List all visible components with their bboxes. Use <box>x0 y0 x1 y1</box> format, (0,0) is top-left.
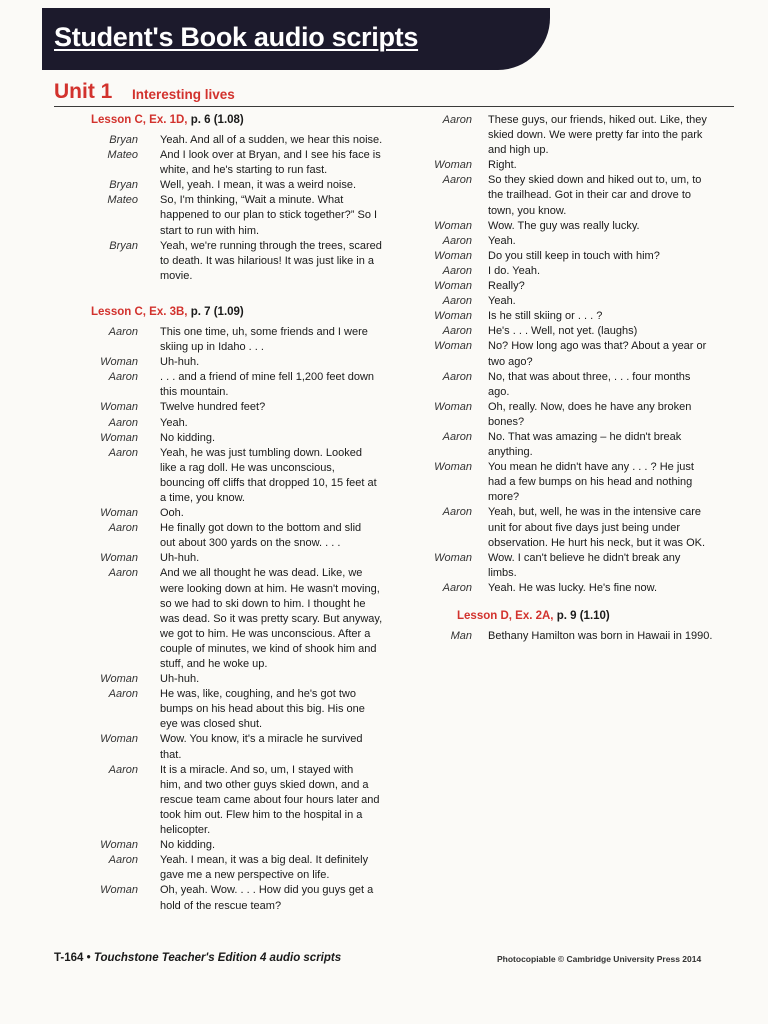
script-text: Ooh. <box>160 507 184 520</box>
script-line <box>54 883 404 898</box>
script-line <box>54 178 404 193</box>
page-number: T-164 <box>54 952 84 964</box>
script-text: It is a miracle. And so, um, I stayed with <box>160 763 354 776</box>
script-line <box>54 400 404 415</box>
script-line <box>420 234 736 249</box>
script-text: Right. <box>488 159 517 172</box>
script-line <box>420 400 736 415</box>
script-text: Yeah. <box>488 295 516 308</box>
speaker-name: Bryan <box>109 179 138 192</box>
script-line <box>54 476 404 491</box>
script-text: happened to our plan to stick together?” So I <box>160 209 378 222</box>
script-line <box>54 627 404 642</box>
script-text: observation. He hurt his neck, but it was OK. <box>488 536 706 549</box>
script-text: Well, yeah. I mean, it was a weird noise. <box>160 179 357 192</box>
script-line <box>54 355 404 370</box>
speaker-name: Woman <box>100 431 138 444</box>
speaker-name: Woman <box>434 461 472 474</box>
script-text: so we had to ski down to him. I thought he <box>160 597 366 610</box>
script-line <box>54 778 404 793</box>
script-text: Do you still keep in touch with him? <box>488 249 660 262</box>
script-line <box>420 475 736 490</box>
script-line <box>54 239 404 254</box>
script-line <box>54 838 404 853</box>
script-text: ago. <box>488 385 510 398</box>
script-line <box>420 143 736 158</box>
speaker-name: Aaron <box>442 430 472 443</box>
script-line <box>54 163 404 178</box>
header-banner <box>42 8 550 70</box>
script-text: Really? <box>488 280 525 293</box>
script-text: He was, like, coughing, and he's got two <box>160 688 356 701</box>
script-line <box>420 264 736 279</box>
script-text: No kidding. <box>160 839 216 852</box>
script-text: start to run with him. <box>160 224 260 237</box>
script-text: And we all thought he was dead. Like, we <box>160 567 363 580</box>
left-column <box>54 113 404 914</box>
book-title: Touchstone Teacher's Edition 4 audio scripts <box>93 952 342 964</box>
script-line <box>54 597 404 612</box>
speaker-name: Man <box>450 630 472 642</box>
script-text: Uh-huh. <box>160 673 200 686</box>
script-text: helicopter. <box>160 824 211 837</box>
script-line <box>420 339 736 354</box>
script-text: more? <box>488 491 520 504</box>
script-text: gave me a new perspective on life. <box>160 869 330 882</box>
lesson-code: Lesson C, Ex. 1D, <box>91 114 188 126</box>
script-text: were looking down at him. He wasn't moving, <box>160 582 380 595</box>
script-line <box>54 536 404 551</box>
script-line <box>420 445 736 460</box>
script-line <box>54 612 404 627</box>
script-text: No. That was amazing – he didn't break <box>488 430 682 443</box>
speaker-name: Bryan <box>109 239 138 252</box>
script-line <box>54 687 404 702</box>
speaker-name: Aaron <box>442 506 472 519</box>
lesson-code: Lesson D, Ex. 2A, <box>457 610 554 622</box>
script-line <box>420 219 736 234</box>
speaker-name: Aaron <box>108 446 138 459</box>
script-line <box>420 566 736 581</box>
lesson-heading <box>91 305 404 319</box>
script-line <box>54 506 404 521</box>
script-text: Yeah, he was just tumbling down. Looked <box>160 446 363 459</box>
script-line <box>54 491 404 506</box>
script-text: movie. <box>160 269 193 282</box>
speaker-name: Woman <box>434 310 472 323</box>
script-text: Yeah. <box>488 234 516 247</box>
speaker-name: Aaron <box>108 567 138 580</box>
lesson-ref: p. 7 (1.09) <box>190 305 244 318</box>
script-line <box>54 208 404 223</box>
script-text: Yeah. <box>160 416 188 429</box>
script-line <box>420 113 736 128</box>
script-text: skied down. We were pretty far into the park <box>488 129 703 142</box>
speaker-name: Aaron <box>108 688 138 701</box>
speaker-name: Mateo <box>107 149 138 162</box>
script-line <box>54 446 404 461</box>
speaker-name: Woman <box>100 839 138 852</box>
script-line <box>420 128 736 143</box>
script-line <box>54 193 404 208</box>
script-text: we got to him. He was unconscious. After a <box>160 627 371 640</box>
script-line <box>420 536 736 551</box>
speaker-name: Aaron <box>108 522 138 535</box>
script-line <box>54 551 404 566</box>
script-line <box>54 642 404 657</box>
script-text: So, I'm thinking, “Wait a minute. What <box>160 194 344 207</box>
script-line <box>54 702 404 717</box>
script-text: Yeah, we're running through the trees, scared <box>160 239 382 252</box>
script-text: You mean he didn't have any . . . ? He just <box>488 461 694 474</box>
script-line <box>420 629 736 644</box>
script-line <box>54 582 404 597</box>
script-line <box>420 460 736 475</box>
script-text: him, and two other guys skied down, and a <box>160 778 369 791</box>
script-line <box>54 748 404 763</box>
copyright-notice: Photocopiable © Cambridge University Press 2014 <box>497 954 702 964</box>
script-line <box>420 521 736 536</box>
script-text: No, that was about three, . . . four months <box>488 370 691 383</box>
script-line <box>54 823 404 838</box>
script-text: to death. It was hilarious! It was just like in a <box>160 254 374 267</box>
script-text: Yeah. And all of a sudden, we hear this noise. <box>160 134 383 146</box>
script-text: Oh, really. Now, does he have any broken <box>488 400 692 413</box>
speaker-name: Woman <box>434 400 472 413</box>
script-text: I do. Yeah. <box>488 264 540 277</box>
script-text: out about 300 yards on the snow. . . . <box>160 537 341 550</box>
speaker-name: Woman <box>434 551 472 564</box>
script-line <box>54 521 404 536</box>
script-line <box>420 204 736 219</box>
script-text: the trailhead. Got in their car and drove to <box>488 189 692 202</box>
script-line <box>54 868 404 883</box>
lesson-heading <box>457 609 736 623</box>
speaker-name: Woman <box>100 552 138 565</box>
script-text: took him out. Flew him to the hospital in a <box>160 808 363 821</box>
script-text: anything. <box>488 446 533 459</box>
script-text: He finally got down to the bottom and slid <box>160 522 362 535</box>
script-text: limbs. <box>488 566 517 579</box>
script-text: hold of the rescue team? <box>160 899 282 912</box>
script-line <box>420 173 736 188</box>
speaker-name: Aaron <box>442 581 472 594</box>
script-line <box>54 431 404 446</box>
script-line <box>420 415 736 430</box>
script-line <box>420 324 736 339</box>
speaker-name: Aaron <box>442 234 472 247</box>
unit-name: Interesting lives <box>132 87 235 102</box>
script-line <box>54 808 404 823</box>
script-line <box>54 717 404 732</box>
script-line <box>420 490 736 505</box>
script-text: Wow. You know, it's a miracle he survived <box>160 733 363 746</box>
script-line <box>54 254 404 269</box>
speaker-name: Woman <box>100 673 138 686</box>
footer-bullet: • <box>86 952 91 964</box>
script-line <box>54 325 404 340</box>
lesson-ref: p. 6 (1.08) <box>190 114 244 126</box>
speaker-name: Mateo <box>107 194 138 207</box>
script-text: No? How long ago was that? About a year or <box>488 340 707 353</box>
speaker-name: Aaron <box>442 174 472 187</box>
script-text: Yeah. I mean, it was a big deal. It definitely <box>160 854 369 867</box>
script-line <box>420 581 736 596</box>
script-text: Yeah. He was lucky. He's fine now. <box>488 581 658 594</box>
unit-number: Unit 1 <box>54 80 113 103</box>
script-text: And I look over at Bryan, and I see his face is <box>160 149 381 162</box>
script-text: No kidding. <box>160 431 216 444</box>
speaker-name: Woman <box>100 884 138 897</box>
script-line <box>54 461 404 476</box>
script-text: skiing up in Idaho . . . <box>160 341 264 354</box>
script-text: Wow. The guy was really lucky. <box>488 219 640 232</box>
script-line <box>420 355 736 370</box>
script-line <box>54 148 404 163</box>
script-line <box>54 133 404 148</box>
speaker-name: Woman <box>434 159 472 172</box>
speaker-name: Woman <box>434 340 472 353</box>
script-line <box>420 385 736 400</box>
right-column <box>420 113 736 648</box>
speaker-name: Woman <box>434 249 472 262</box>
speaker-name: Woman <box>100 733 138 746</box>
script-line <box>54 269 404 284</box>
script-line <box>54 793 404 808</box>
script-text: like a rag doll. He was unconscious, <box>160 461 335 474</box>
script-text: Twelve hundred feet? <box>160 401 266 414</box>
script-text: town, you know. <box>488 204 567 217</box>
speaker-name: Woman <box>100 507 138 520</box>
script-text: eye was closed shut. <box>160 718 263 731</box>
lesson-code: Lesson C, Ex. 3B, <box>91 305 188 318</box>
script-line <box>54 899 404 914</box>
script-line <box>420 294 736 309</box>
unit-header <box>54 80 734 107</box>
script-line <box>420 279 736 294</box>
script-line <box>54 416 404 431</box>
speaker-name: Woman <box>100 401 138 414</box>
script-text: Oh, yeah. Wow. . . . How did you guys get a <box>160 884 374 897</box>
script-text: this mountain. <box>160 386 229 399</box>
speaker-name: Aaron <box>442 295 472 308</box>
script-text: was dead. So it was pretty scary. But anyway, <box>160 612 383 625</box>
footer-book-info <box>54 952 341 964</box>
script-text: rescue team came about four hours later and <box>160 793 380 806</box>
page-title: Student's Book audio scripts <box>54 22 419 52</box>
script-line <box>54 732 404 747</box>
script-text: a time, you know. <box>160 491 245 504</box>
script-line <box>54 385 404 400</box>
script-text: had a few bumps on his head and nothing <box>488 476 693 489</box>
script-line <box>420 188 736 203</box>
script-line <box>54 370 404 385</box>
script-line <box>54 853 404 868</box>
script-line <box>420 430 736 445</box>
script-text: He's . . . Well, not yet. (laughs) <box>488 325 638 338</box>
script-line <box>420 249 736 264</box>
script-text: Yeah, but, well, he was in the intensive care <box>488 506 702 519</box>
script-line <box>54 763 404 778</box>
script-text: . . . and a friend of mine fell 1,200 feet down <box>160 371 375 384</box>
script-line <box>54 224 404 239</box>
script-line <box>420 505 736 520</box>
section-gap <box>54 284 404 305</box>
script-line <box>420 551 736 566</box>
speaker-name: Aaron <box>108 371 138 384</box>
lesson-ref: p. 9 (1.10) <box>556 610 610 622</box>
script-line <box>54 672 404 687</box>
script-text: bones? <box>488 415 525 428</box>
script-text: bouncing off cliffs that dropped 10, 15 feet at <box>160 476 377 489</box>
speaker-name: Aaron <box>442 264 472 277</box>
script-text: Wow. I can't believe he didn't break any <box>488 551 681 564</box>
speaker-name: Aaron <box>442 114 472 126</box>
speaker-name: Aaron <box>442 325 472 338</box>
script-text: and high up. <box>488 144 549 157</box>
script-line <box>420 370 736 385</box>
lesson-heading <box>91 113 404 127</box>
script-text: Is he still skiing or . . . ? <box>488 310 603 323</box>
script-text: two ago? <box>488 355 533 368</box>
script-text: bumps on his head about this big. His one <box>160 703 365 716</box>
script-line <box>54 566 404 581</box>
script-text: Bethany Hamilton was born in Hawaii in 1990. <box>488 630 713 642</box>
speaker-name: Aaron <box>108 763 138 776</box>
speaker-name: Aaron <box>108 416 138 429</box>
speaker-name: Bryan <box>109 134 138 146</box>
script-text: This one time, uh, some friends and I were <box>160 325 368 338</box>
speaker-name: Woman <box>434 219 472 232</box>
script-text: These guys, our friends, hiked out. Like, they <box>488 114 707 126</box>
speaker-name: Aaron <box>442 370 472 383</box>
script-text: Uh-huh. <box>160 356 200 369</box>
script-line <box>420 158 736 173</box>
script-text: unit for about five days just being under <box>488 521 681 534</box>
script-text: stuff, and he woke up. <box>160 658 268 670</box>
script-text: Uh-huh. <box>160 552 200 565</box>
speaker-name: Aaron <box>108 325 138 338</box>
speaker-name: Woman <box>434 280 472 293</box>
speaker-name: Woman <box>100 356 138 369</box>
script-text: white, and he's starting to run fast. <box>160 164 328 177</box>
script-text: couple of minutes, we kind of shook him and <box>160 642 377 655</box>
script-line <box>54 657 404 672</box>
script-text: that. <box>160 748 182 761</box>
script-text: So they skied down and hiked out to, um, to <box>488 174 702 187</box>
script-line <box>420 309 736 324</box>
script-line <box>54 340 404 355</box>
section-gap <box>420 596 736 609</box>
speaker-name: Aaron <box>108 854 138 867</box>
